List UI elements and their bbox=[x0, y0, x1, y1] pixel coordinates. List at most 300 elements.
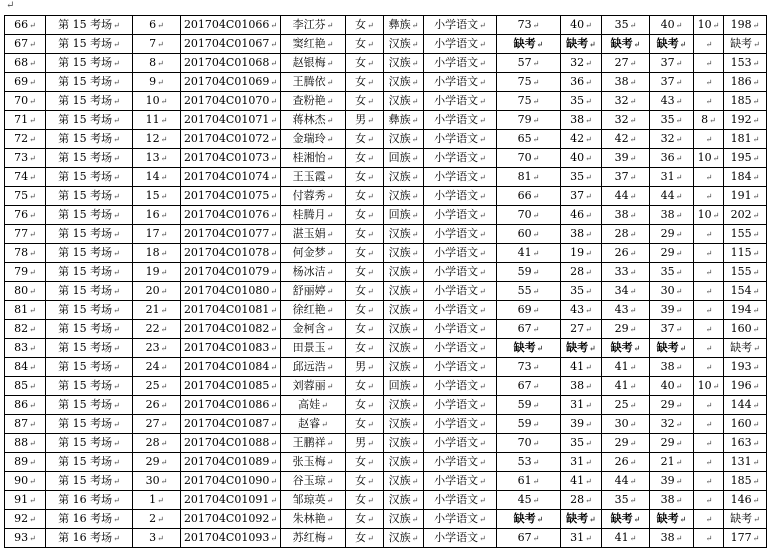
paragraph-mark-icon: ↵ bbox=[326, 173, 334, 182]
score-part3-cell bbox=[602, 377, 650, 396]
cell-text: 女 bbox=[355, 531, 367, 544]
paragraph-mark-icon: ↵ bbox=[113, 439, 120, 448]
cell-text: 第 15 考场 bbox=[58, 436, 113, 449]
sex-cell bbox=[346, 225, 384, 244]
paragraph-mark-icon: ↵ bbox=[160, 154, 168, 163]
cell-text: 小学语文 bbox=[434, 189, 479, 202]
score-part1-cell bbox=[497, 187, 561, 206]
score-part3-cell bbox=[602, 35, 650, 54]
bonus-cell bbox=[694, 510, 724, 529]
cell-text: 39 bbox=[614, 151, 629, 164]
bonus-cell bbox=[694, 206, 724, 225]
seat-number-cell bbox=[133, 453, 181, 472]
cell-text: 王鹏祥 bbox=[292, 436, 326, 449]
paragraph-mark-icon: ↵ bbox=[585, 439, 592, 448]
seat-number-cell bbox=[133, 16, 181, 35]
paragraph-mark-icon: ↵ bbox=[321, 420, 328, 429]
cell-text: 44 bbox=[614, 474, 629, 487]
cell-text: 38 bbox=[570, 227, 585, 240]
paragraph-mark-icon: ↵ bbox=[675, 154, 683, 163]
cell-text: 74 bbox=[14, 170, 29, 183]
paragraph-mark-icon: ↵ bbox=[367, 59, 374, 68]
cell-text: 缺考 bbox=[656, 341, 679, 354]
cell-text: 69 bbox=[517, 303, 532, 316]
paragraph-mark-icon: ↵ bbox=[326, 135, 334, 144]
cell-text: 192 bbox=[730, 113, 752, 126]
cell-text: 回族 bbox=[388, 208, 411, 221]
paragraph-mark-icon: ↵ bbox=[532, 439, 540, 448]
paragraph-mark-icon: ↵ bbox=[675, 477, 683, 486]
cell-text: 第 15 考场 bbox=[58, 455, 113, 468]
seat-number-cell bbox=[133, 149, 181, 168]
seat-number-cell bbox=[133, 168, 181, 187]
score-part4-cell bbox=[650, 35, 694, 54]
cell-text: 第 15 考场 bbox=[58, 75, 113, 88]
bonus-cell bbox=[694, 263, 724, 282]
paragraph-mark-icon: ↵ bbox=[532, 477, 540, 486]
paragraph-mark-icon: ↵ bbox=[411, 363, 419, 372]
total-score-cell bbox=[724, 263, 767, 282]
cell-text: 2 bbox=[149, 512, 157, 525]
cell-text: 赵银梅 bbox=[292, 56, 326, 69]
paragraph-mark-icon: ↵ bbox=[29, 268, 36, 277]
paragraph-mark-icon: ↵ bbox=[29, 382, 36, 391]
cell-text: 女 bbox=[355, 56, 367, 69]
cell-text: 第 15 考场 bbox=[58, 322, 113, 335]
paragraph-mark-icon: ↵ bbox=[675, 439, 683, 448]
cell-text: 53 bbox=[517, 455, 532, 468]
paragraph-mark-icon: ↵ bbox=[326, 268, 334, 277]
paragraph-mark-icon: ↵ bbox=[326, 287, 334, 296]
score-part2-cell bbox=[561, 453, 602, 472]
sex-cell bbox=[346, 529, 384, 548]
paragraph-mark-icon: ↵ bbox=[532, 173, 540, 182]
total-score-cell bbox=[724, 187, 767, 206]
cell-text: 第 15 考场 bbox=[58, 474, 113, 487]
total-score-cell bbox=[724, 453, 767, 472]
cell-text: 女 bbox=[355, 474, 367, 487]
cell-text: 29 bbox=[145, 455, 160, 468]
score-part3-cell bbox=[602, 206, 650, 225]
cell-text: 185 bbox=[730, 94, 752, 107]
bonus-cell bbox=[694, 434, 724, 453]
cell-text: 汉族 bbox=[388, 360, 411, 373]
paragraph-mark-icon: ↵ bbox=[29, 154, 36, 163]
paragraph-mark-icon: ↵ bbox=[629, 363, 637, 372]
cell-text: 201704C01075 bbox=[183, 189, 270, 202]
cell-text: 小学语文 bbox=[434, 512, 479, 525]
bonus-cell bbox=[694, 54, 724, 73]
paragraph-mark-icon: ↵ bbox=[367, 401, 374, 410]
paragraph-mark-icon: ↵ bbox=[367, 515, 374, 524]
seq-number-cell bbox=[5, 130, 46, 149]
total-score-cell bbox=[724, 434, 767, 453]
paragraph-mark-icon: ↵ bbox=[367, 78, 374, 87]
paragraph-mark-icon: ↵ bbox=[157, 534, 164, 543]
score-part2-cell bbox=[561, 529, 602, 548]
cell-text: 36 bbox=[570, 75, 585, 88]
cell-text: 第 15 考场 bbox=[58, 18, 113, 31]
seat-number-cell bbox=[133, 263, 181, 282]
subject-cell bbox=[424, 301, 497, 320]
score-part2-cell bbox=[561, 92, 602, 111]
total-score-cell bbox=[724, 16, 767, 35]
paragraph-mark-icon: ↵ bbox=[585, 173, 592, 182]
cell-text: 92 bbox=[14, 512, 29, 525]
paragraph-mark-icon: ↵ bbox=[113, 325, 120, 334]
paragraph-mark-icon: ↵ bbox=[29, 78, 36, 87]
score-part1-cell bbox=[497, 244, 561, 263]
table-row bbox=[5, 453, 767, 472]
paragraph-mark-icon: ↵ bbox=[270, 496, 278, 505]
cell-text: 72 bbox=[14, 132, 29, 145]
bonus-cell bbox=[694, 92, 724, 111]
cell-text: 缺考 bbox=[566, 341, 589, 354]
paragraph-mark-icon: ↵ bbox=[585, 420, 592, 429]
cell-text: 41 bbox=[570, 474, 585, 487]
cell-text: 81 bbox=[517, 170, 532, 183]
cell-text: 小学语文 bbox=[434, 75, 479, 88]
candidate-id-cell bbox=[181, 320, 281, 339]
score-part3-cell bbox=[602, 434, 650, 453]
table-row bbox=[5, 149, 767, 168]
cell-text: 15 bbox=[145, 189, 160, 202]
score-part1-cell bbox=[497, 206, 561, 225]
paragraph-mark-icon: ↵ bbox=[675, 211, 683, 220]
cell-text: 40 bbox=[570, 151, 585, 164]
exam-room-cell bbox=[46, 111, 133, 130]
paragraph-mark-icon: ↵ bbox=[270, 420, 278, 429]
cell-text: 何金梦 bbox=[292, 246, 326, 259]
cell-text: 36 bbox=[660, 151, 675, 164]
score-part4-cell bbox=[650, 225, 694, 244]
score-part3-cell bbox=[602, 301, 650, 320]
cell-text: 9 bbox=[149, 75, 157, 88]
cell-text: 39 bbox=[660, 303, 675, 316]
subject-cell bbox=[424, 244, 497, 263]
name-cell bbox=[281, 301, 346, 320]
cell-text: 38 bbox=[570, 113, 585, 126]
paragraph-mark-icon: ↵ bbox=[113, 420, 120, 429]
paragraph-mark-icon: ↵ bbox=[629, 249, 637, 258]
cell-text: 女 bbox=[355, 417, 367, 430]
seat-number-cell bbox=[133, 358, 181, 377]
paragraph-mark-icon: ↵ bbox=[113, 211, 120, 220]
paragraph-mark-icon: ↵ bbox=[326, 458, 334, 467]
table-row bbox=[5, 16, 767, 35]
paragraph-mark-icon: ↵ bbox=[752, 325, 760, 334]
cell-text: 第 15 考场 bbox=[58, 227, 113, 240]
paragraph-mark-icon: ↵ bbox=[113, 40, 120, 49]
subject-cell bbox=[424, 529, 497, 548]
paragraph-mark-icon: ↵ bbox=[411, 306, 419, 315]
cell-text: 27 bbox=[570, 322, 585, 335]
paragraph-mark-icon: ↵ bbox=[113, 173, 120, 182]
cell-text: 汉族 bbox=[388, 265, 411, 278]
cell-text: 146 bbox=[730, 493, 752, 506]
paragraph-mark-icon: ↵ bbox=[29, 420, 36, 429]
sex-cell bbox=[346, 130, 384, 149]
cell-text: 24 bbox=[145, 360, 160, 373]
ethnicity-cell bbox=[384, 130, 424, 149]
seq-number-cell bbox=[5, 54, 46, 73]
paragraph-mark-icon: ↵ bbox=[160, 173, 168, 182]
cell-text: 金柯含 bbox=[292, 322, 326, 335]
paragraph-mark-icon: ↵ bbox=[160, 116, 168, 125]
seat-number-cell bbox=[133, 111, 181, 130]
paragraph-mark-icon: ↵ bbox=[629, 268, 637, 277]
paragraph-mark-icon: ↵ bbox=[113, 401, 120, 410]
cell-text: 201704C01093 bbox=[183, 531, 270, 544]
ethnicity-cell bbox=[384, 453, 424, 472]
paragraph-mark-icon: ↵ bbox=[479, 420, 486, 429]
cell-text: 32 bbox=[614, 113, 629, 126]
ethnicity-cell bbox=[384, 225, 424, 244]
sex-cell bbox=[346, 434, 384, 453]
paragraph-mark-icon: ↵ bbox=[113, 154, 120, 163]
paragraph-mark-icon: ↵ bbox=[479, 515, 486, 524]
score-part1-cell bbox=[497, 396, 561, 415]
seq-number-cell bbox=[5, 35, 46, 54]
paragraph-mark-icon: ↵ bbox=[629, 230, 637, 239]
cell-text: 金瑞玲 bbox=[292, 132, 326, 145]
score-part3-cell bbox=[602, 16, 650, 35]
cell-text: 21 bbox=[145, 303, 160, 316]
total-score-cell bbox=[724, 320, 767, 339]
paragraph-mark-icon: ↵ bbox=[532, 192, 540, 201]
paragraph-mark-icon: ↵ bbox=[270, 97, 278, 106]
cell-text: 69 bbox=[14, 75, 29, 88]
cell-text: 缺考 bbox=[730, 341, 753, 354]
cell-text: 小学语文 bbox=[434, 227, 479, 240]
score-part1-cell bbox=[497, 92, 561, 111]
bonus-cell bbox=[694, 339, 724, 358]
total-score-cell bbox=[724, 282, 767, 301]
cell-text: 第 15 考场 bbox=[58, 246, 113, 259]
cell-text: 小学语文 bbox=[434, 18, 479, 31]
bonus-cell bbox=[694, 320, 724, 339]
paragraph-mark-icon: ↵ bbox=[479, 401, 486, 410]
bonus-cell bbox=[694, 415, 724, 434]
cell-text: 8 bbox=[149, 56, 157, 69]
candidate-id-cell bbox=[181, 73, 281, 92]
paragraph-mark-icon: ↵ bbox=[479, 173, 486, 182]
ethnicity-cell bbox=[384, 415, 424, 434]
paragraph-mark-icon: ↵ bbox=[29, 496, 36, 505]
total-score-cell bbox=[724, 111, 767, 130]
paragraph-mark-icon: ↵ bbox=[705, 477, 713, 486]
cell-text: 46 bbox=[570, 208, 585, 221]
name-cell bbox=[281, 434, 346, 453]
total-score-cell bbox=[724, 35, 767, 54]
paragraph-mark-icon: ↵ bbox=[160, 382, 168, 391]
paragraph-mark-icon: ↵ bbox=[270, 78, 278, 87]
paragraph-mark-icon: ↵ bbox=[270, 21, 278, 30]
paragraph-mark-icon: ↵ bbox=[270, 135, 278, 144]
paragraph-mark-icon: ↵ bbox=[679, 39, 687, 49]
seq-number-cell bbox=[5, 168, 46, 187]
score-part4-cell bbox=[650, 263, 694, 282]
exam-room-cell bbox=[46, 434, 133, 453]
exam-room-cell bbox=[46, 92, 133, 111]
paragraph-mark-icon: ↵ bbox=[29, 306, 36, 315]
subject-cell bbox=[424, 168, 497, 187]
paragraph-mark-icon: ↵ bbox=[675, 363, 683, 372]
paragraph-mark-icon: ↵ bbox=[675, 230, 683, 239]
cell-text: 155 bbox=[730, 265, 752, 278]
bonus-cell bbox=[694, 529, 724, 548]
paragraph-mark-icon: ↵ bbox=[160, 306, 168, 315]
cell-text: 第 16 考场 bbox=[58, 493, 113, 506]
cell-text: 汉族 bbox=[388, 493, 411, 506]
paragraph-mark-icon: ↵ bbox=[113, 78, 120, 87]
cell-text: 40 bbox=[660, 379, 675, 392]
name-cell bbox=[281, 149, 346, 168]
score-part1-cell bbox=[497, 282, 561, 301]
paragraph-mark-icon: ↵ bbox=[479, 21, 486, 30]
paragraph-mark-icon: ↵ bbox=[752, 477, 760, 486]
paragraph-mark-icon: ↵ bbox=[705, 496, 713, 505]
paragraph-mark-icon: ↵ bbox=[675, 21, 683, 30]
paragraph-mark-icon: ↵ bbox=[752, 382, 760, 391]
sex-cell bbox=[346, 396, 384, 415]
table-row bbox=[5, 510, 767, 529]
cell-text: 29 bbox=[614, 322, 629, 335]
score-part1-cell bbox=[497, 434, 561, 453]
cell-text: 89 bbox=[14, 455, 29, 468]
paragraph-mark-icon: ↵ bbox=[160, 192, 168, 201]
ethnicity-cell bbox=[384, 510, 424, 529]
cell-text: 缺考 bbox=[730, 37, 753, 50]
subject-cell bbox=[424, 510, 497, 529]
cell-text: 小学语文 bbox=[434, 379, 479, 392]
exam-room-cell bbox=[46, 16, 133, 35]
bonus-cell bbox=[694, 377, 724, 396]
cell-text: 67 bbox=[517, 531, 532, 544]
cell-text: 谷玉琼 bbox=[292, 474, 326, 487]
cell-text: 38 bbox=[660, 493, 675, 506]
cell-text: 小学语文 bbox=[434, 360, 479, 373]
score-part2-cell bbox=[561, 130, 602, 149]
paragraph-mark-icon: ↵ bbox=[705, 439, 713, 448]
cell-text: 10 bbox=[697, 18, 712, 31]
bonus-cell bbox=[694, 396, 724, 415]
score-part2-cell bbox=[561, 16, 602, 35]
score-part2-cell bbox=[561, 339, 602, 358]
cell-text: 35 bbox=[614, 18, 629, 31]
paragraph-mark-icon: ↵ bbox=[629, 59, 637, 68]
paragraph-mark-icon: ↵ bbox=[752, 116, 760, 125]
ethnicity-cell bbox=[384, 73, 424, 92]
cell-text: 38 bbox=[660, 531, 675, 544]
paragraph-mark-icon: ↵ bbox=[585, 211, 592, 220]
name-cell bbox=[281, 263, 346, 282]
paragraph-mark-icon: ↵ bbox=[752, 97, 760, 106]
cell-text: 191 bbox=[730, 189, 752, 202]
paragraph-mark-icon: ↵ bbox=[589, 343, 596, 353]
score-part2-cell bbox=[561, 168, 602, 187]
ethnicity-cell bbox=[384, 491, 424, 510]
cell-text: 29 bbox=[660, 227, 675, 240]
paragraph-mark-icon: ↵ bbox=[29, 59, 36, 68]
seq-number-cell bbox=[5, 320, 46, 339]
cell-text: 女 bbox=[355, 189, 367, 202]
cell-text: 201704C01066 bbox=[183, 18, 270, 31]
ethnicity-cell bbox=[384, 92, 424, 111]
ethnicity-cell bbox=[384, 434, 424, 453]
subject-cell bbox=[424, 491, 497, 510]
seat-number-cell bbox=[133, 130, 181, 149]
exam-room-cell bbox=[46, 244, 133, 263]
total-score-cell bbox=[724, 491, 767, 510]
paragraph-mark-icon: ↵ bbox=[6, 0, 15, 11]
seat-number-cell bbox=[133, 415, 181, 434]
paragraph-mark-icon: ↵ bbox=[629, 21, 637, 30]
cell-text: 115 bbox=[730, 246, 752, 259]
score-part4-cell bbox=[650, 282, 694, 301]
subject-cell bbox=[424, 130, 497, 149]
score-part3-cell bbox=[602, 149, 650, 168]
paragraph-mark-icon: ↵ bbox=[113, 59, 120, 68]
cell-text: 41 bbox=[570, 360, 585, 373]
paragraph-mark-icon: ↵ bbox=[675, 78, 683, 87]
ethnicity-cell bbox=[384, 358, 424, 377]
cell-text: 38 bbox=[614, 75, 629, 88]
cell-text: 201704C01076 bbox=[183, 208, 270, 221]
bonus-cell bbox=[694, 111, 724, 130]
cell-text: 小学语文 bbox=[434, 113, 479, 126]
cell-text: 10 bbox=[697, 151, 712, 164]
cell-text: 87 bbox=[14, 417, 29, 430]
score-part4-cell bbox=[650, 168, 694, 187]
paragraph-mark-icon: ↵ bbox=[367, 116, 374, 125]
cell-text: 回族 bbox=[388, 151, 411, 164]
paragraph-mark-icon: ↵ bbox=[705, 78, 713, 87]
paragraph-mark-icon: ↵ bbox=[705, 306, 713, 315]
paragraph-mark-icon: ↵ bbox=[633, 343, 641, 353]
sex-cell bbox=[346, 73, 384, 92]
cell-text: 缺考 bbox=[566, 512, 589, 525]
paragraph-mark-icon: ↵ bbox=[113, 97, 120, 106]
paragraph-mark-icon: ↵ bbox=[270, 287, 278, 296]
score-part4-cell bbox=[650, 434, 694, 453]
cell-text: 55 bbox=[517, 284, 532, 297]
cell-text: 131 bbox=[730, 455, 752, 468]
cell-text: 女 bbox=[355, 455, 367, 468]
paragraph-mark-icon: ↵ bbox=[589, 514, 596, 524]
paragraph-mark-icon: ↵ bbox=[157, 59, 164, 68]
cell-text: 第 15 考场 bbox=[58, 170, 113, 183]
candidate-id-cell bbox=[181, 510, 281, 529]
exam-room-cell bbox=[46, 415, 133, 434]
cell-text: 25 bbox=[614, 398, 629, 411]
paragraph-mark-icon: ↵ bbox=[585, 230, 592, 239]
cell-text: 第 15 考场 bbox=[58, 379, 113, 392]
score-part4-cell bbox=[650, 472, 694, 491]
cell-text: 第 15 考场 bbox=[58, 56, 113, 69]
subject-cell bbox=[424, 339, 497, 358]
cell-text: 67 bbox=[517, 379, 532, 392]
candidate-id-cell bbox=[181, 54, 281, 73]
paragraph-mark-icon: ↵ bbox=[532, 230, 540, 239]
cell-text: 163 bbox=[730, 436, 752, 449]
cell-text: 第 15 考场 bbox=[58, 341, 113, 354]
paragraph-mark-icon: ↵ bbox=[113, 287, 120, 296]
cell-text: 小学语文 bbox=[434, 474, 479, 487]
bonus-cell bbox=[694, 282, 724, 301]
cell-text: 26 bbox=[614, 455, 629, 468]
paragraph-mark-icon: ↵ bbox=[589, 39, 596, 49]
